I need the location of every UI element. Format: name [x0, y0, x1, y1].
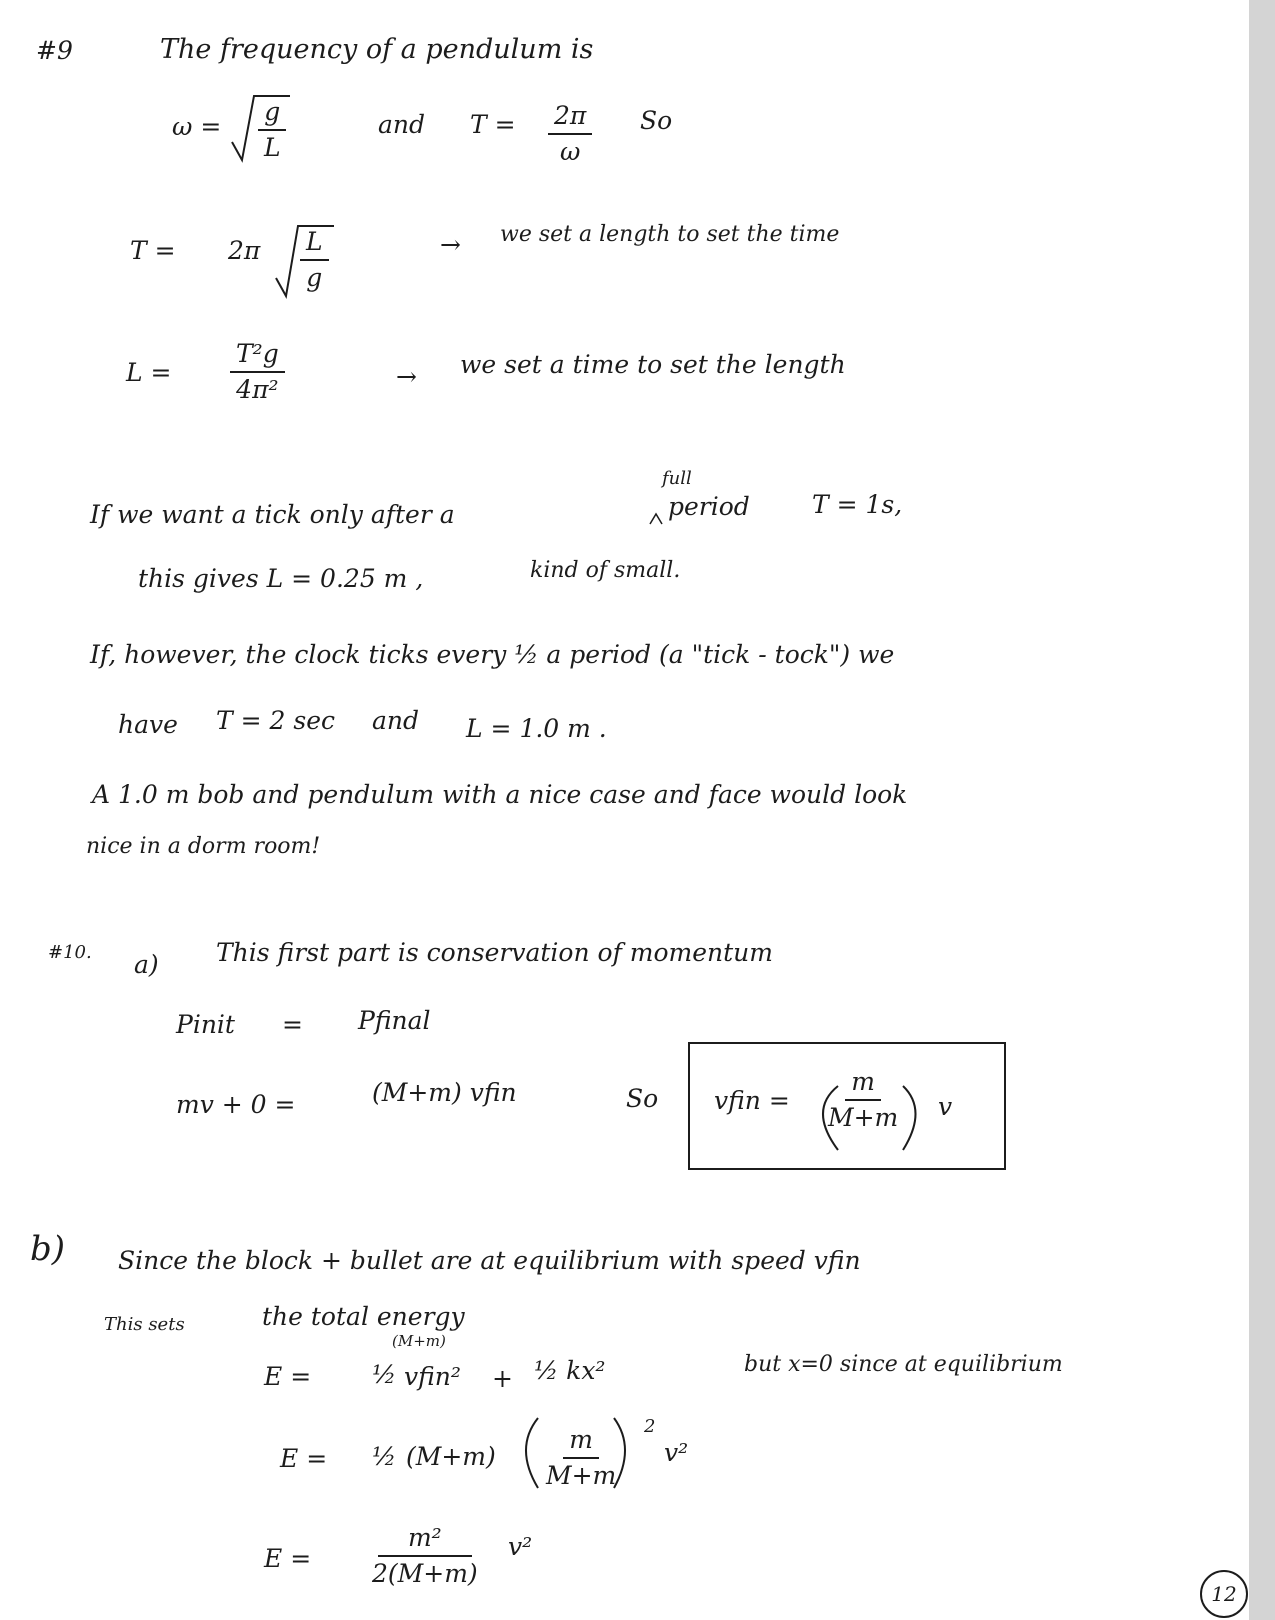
e2-paren-left	[526, 1418, 538, 1488]
T-sqrt-fraction	[300, 228, 329, 291]
e2-exp: 2	[644, 1416, 656, 1437]
T-coef: 2π	[228, 236, 261, 265]
e2-mass: (M+m)	[406, 1442, 496, 1471]
line-4-c: and	[372, 706, 420, 735]
omega-den: L	[264, 132, 281, 162]
L-lhs: L =	[126, 358, 172, 387]
line-4-a: have	[118, 710, 178, 739]
e1-plus: +	[492, 1364, 513, 1393]
page-number-circle	[1200, 1570, 1248, 1618]
e1-lhs: E =	[264, 1362, 312, 1391]
period-fraction	[548, 102, 592, 165]
e1-spring: ½ kx²	[534, 1356, 606, 1385]
L-den: 4π²	[236, 374, 279, 404]
boxed-v: v	[938, 1092, 953, 1121]
omega-lhs: ω =	[172, 112, 222, 141]
part-a-text: This first part is conservation of momentum	[216, 938, 773, 967]
insert-caret	[650, 514, 662, 524]
e2-den: M+m	[546, 1460, 617, 1490]
e1-note: but x=0 since at equilibrium	[744, 1352, 1063, 1377]
total-energy: the total energy	[262, 1302, 465, 1331]
e3-num: m²	[378, 1524, 472, 1557]
full-insert: full	[662, 468, 692, 489]
boxed-fraction	[822, 1068, 904, 1131]
L-fraction	[230, 340, 285, 403]
part-a-label: a)	[134, 950, 159, 979]
e1-mass-note: (M+m)	[392, 1332, 446, 1350]
boxed-num: m	[845, 1068, 881, 1101]
line-2-b: kind of small.	[530, 558, 681, 583]
so-word-b: So	[626, 1084, 659, 1113]
period-den: ω	[559, 136, 581, 166]
e2-num: m	[563, 1426, 599, 1459]
and-word: and	[378, 110, 426, 139]
line-1-T: T = 1s,	[812, 490, 903, 519]
problem-9-intro: The frequency of a pendulum is	[160, 34, 594, 65]
e3-v: v²	[508, 1532, 533, 1561]
problem-10-number: #10.	[48, 942, 92, 963]
line-4-b: T = 2 sec	[216, 706, 335, 735]
period-num: 2π	[548, 102, 592, 135]
e2-fraction	[540, 1426, 622, 1489]
page-number: 12	[1211, 1582, 1237, 1606]
omega-num: g	[258, 98, 286, 131]
part-b-label: b)	[30, 1229, 66, 1269]
line-4-d: L = 1.0 m .	[466, 714, 607, 743]
momentum-rhs: (M+m) vfin	[372, 1078, 517, 1107]
omega-fraction	[258, 98, 287, 161]
line-3: If, however, the clock ticks every ½ a period (a "tick - tock") we	[90, 640, 895, 669]
e1-term: vfin²	[404, 1362, 461, 1391]
e3-den: 2(M+m)	[372, 1558, 478, 1588]
line-1-b: period	[668, 492, 750, 521]
e2-half: ½	[372, 1442, 397, 1471]
arrow-1: →	[440, 230, 461, 259]
e1-half: ½	[372, 1360, 397, 1389]
L-num: T²g	[230, 340, 285, 373]
line-6: nice in a dorm room!	[86, 834, 321, 859]
p-equals: =	[282, 1010, 303, 1039]
note-2: we set a time to set the length	[460, 350, 846, 379]
e2-lhs: E =	[280, 1444, 328, 1473]
arrow-2: →	[396, 362, 417, 391]
line-1-a: If we want a tick only after a	[90, 500, 455, 529]
p-final: Pfinal	[358, 1006, 431, 1035]
p-init: Pinit	[176, 1010, 235, 1039]
problem-9-number: #9	[36, 36, 73, 65]
part-b-text: Since the block + bullet are at equilibrium with speed vfin	[118, 1246, 861, 1275]
momentum-lhs: mv + 0 =	[176, 1090, 296, 1119]
line-5: A 1.0 m bob and pendulum with a nice case and face would look	[92, 780, 908, 809]
e3-fraction	[366, 1524, 484, 1587]
line-2-a: this gives L = 0.25 m ,	[138, 564, 424, 593]
this-sets: This sets	[104, 1314, 185, 1335]
T-den: g	[306, 262, 323, 292]
note-1: we set a length to set the time	[500, 222, 840, 247]
T-num: L	[300, 228, 329, 261]
e2-v: v²	[664, 1438, 689, 1467]
boxed-den: M+m	[828, 1102, 899, 1132]
so-word: So	[640, 106, 673, 135]
period-lhs: T =	[470, 110, 516, 139]
T-lhs: T =	[130, 236, 176, 265]
boxed-lhs: vfin =	[714, 1086, 790, 1115]
e3-lhs: E =	[264, 1544, 312, 1573]
